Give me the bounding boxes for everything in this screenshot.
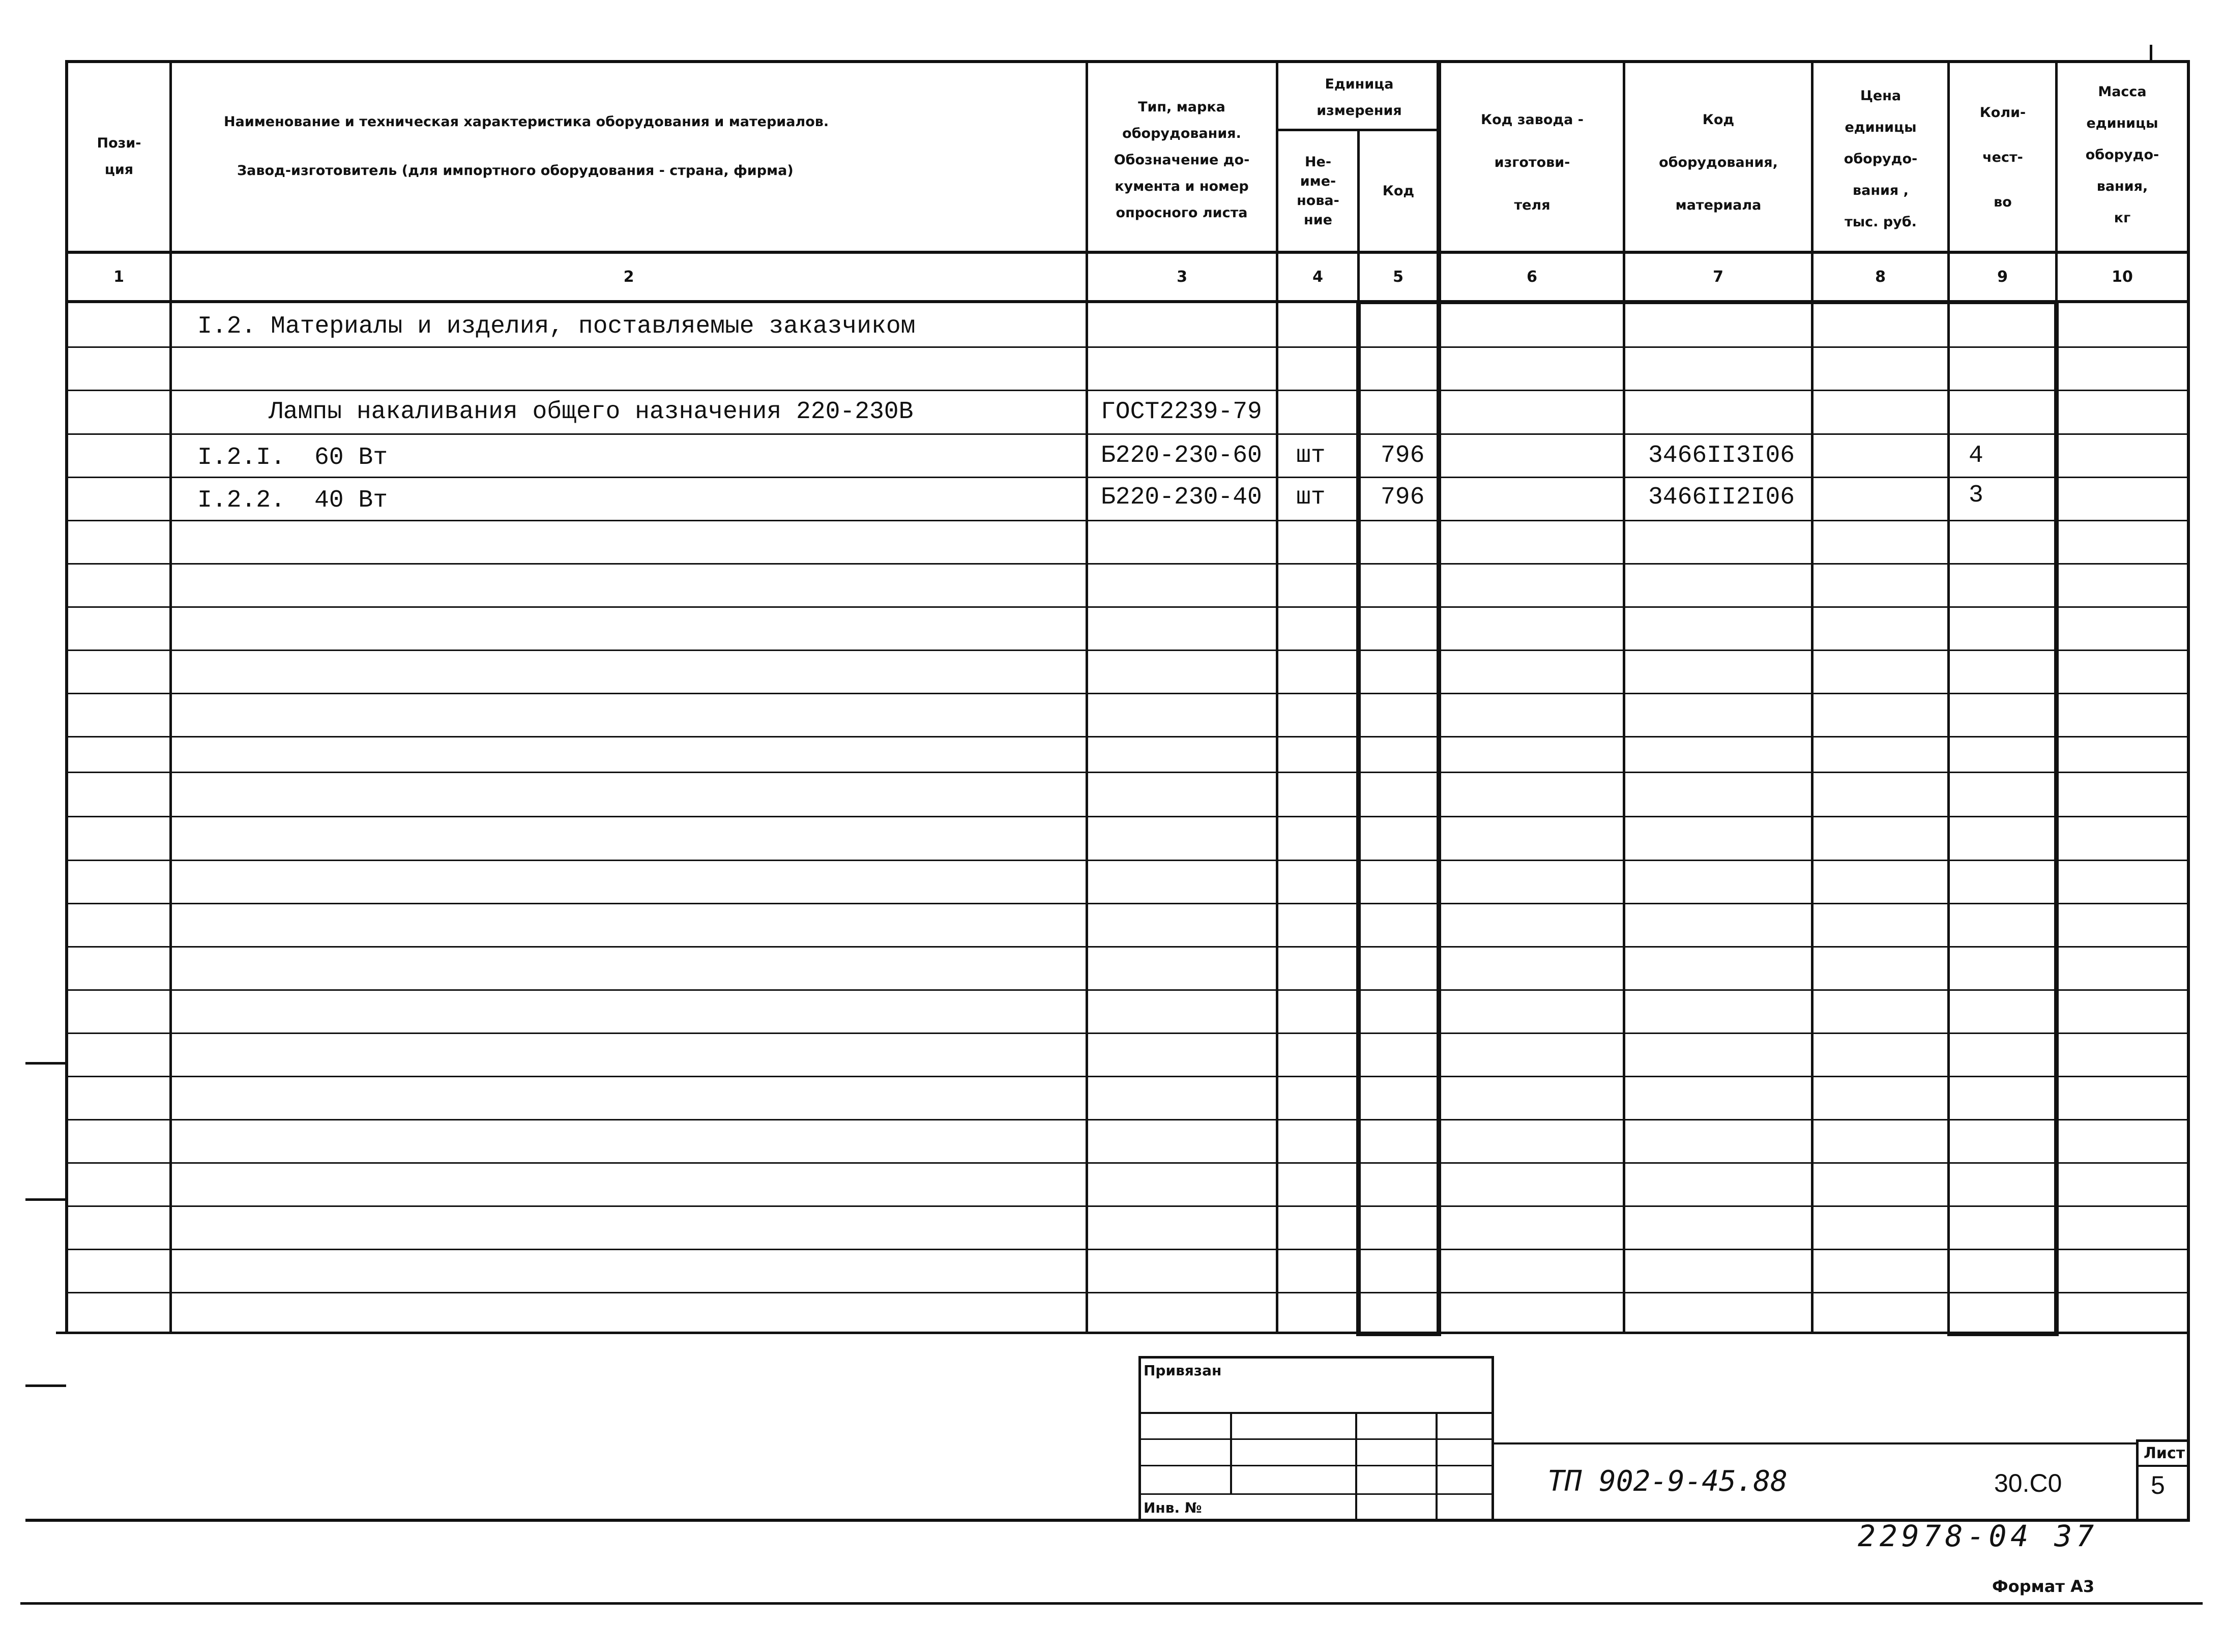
stamp-line-3	[1138, 1465, 1494, 1466]
sheet-label: Лист	[2144, 1444, 2185, 1462]
colnum-7: 7	[1713, 268, 1723, 286]
row-line	[65, 433, 2190, 435]
header-manufacturer-code: Код завода - изготови- теля	[1481, 112, 1584, 213]
sheet-box-mid	[2136, 1465, 2190, 1467]
stamp-line-2	[1138, 1438, 1494, 1440]
bound-label: Привязан	[1144, 1362, 1222, 1379]
row-line	[65, 477, 2190, 478]
section-code: 30.С0	[1994, 1469, 2062, 1497]
row-line	[65, 772, 2190, 773]
item-type: Б220-230-60	[1101, 442, 1262, 469]
doc-block-top	[1494, 1442, 2136, 1444]
group-title: Лампы накаливания общего назначения 220-230В	[269, 398, 914, 426]
item-name: 60 Вт	[314, 444, 388, 471]
row-line	[65, 563, 2190, 565]
stamp-vline-2	[1355, 1412, 1357, 1521]
header-name-line1: Наименование и техническая характеристика оборудования и материалов.	[224, 114, 829, 130]
table-top-border	[65, 60, 2190, 63]
row-line	[65, 650, 2190, 651]
colnum-6: 6	[1527, 268, 1537, 286]
colnum-8: 8	[1875, 268, 1886, 286]
colnum-10: 10	[2112, 268, 2133, 286]
row-line	[65, 520, 2190, 521]
col59-top-rail	[1356, 300, 2059, 304]
colnum-2: 2	[623, 268, 634, 286]
format-label: Формат А3	[1992, 1577, 2095, 1596]
header-name-line2: Завод-изготовитель (для импортного оборудования - страна, фирма)	[237, 163, 794, 179]
sheet-box-top	[2136, 1439, 2190, 1442]
item-unit-code: 796	[1381, 484, 1425, 511]
colnum-3: 3	[1177, 268, 1187, 286]
inv-label: Инв. №	[1144, 1499, 1202, 1516]
item-quantity: 3	[1969, 482, 1983, 509]
corner-tick	[2150, 45, 2152, 60]
colnum-9: 9	[1997, 268, 2008, 286]
handwritten-number: 22978-04 37	[1858, 1519, 2098, 1553]
row-line	[65, 1076, 2190, 1077]
row-line	[65, 1249, 2190, 1250]
item-position: I.2.I.	[197, 444, 285, 471]
row-line	[65, 1205, 2190, 1207]
table-bottom-border	[56, 1332, 2190, 1334]
stamp-line-4	[1138, 1493, 1494, 1495]
item-quantity: 4	[1969, 442, 1983, 469]
row-line	[65, 390, 2190, 391]
header-unit: Единица измерения	[1317, 76, 1402, 119]
row-line	[65, 1119, 2190, 1120]
row-line	[65, 346, 2190, 348]
row-line	[65, 1162, 2190, 1164]
colnum-4: 4	[1312, 268, 1323, 286]
item-material-code: 3466II3I06	[1648, 442, 1795, 469]
row-line	[65, 736, 2190, 738]
stamp-top	[1138, 1356, 1494, 1359]
item-name: 40 Вт	[314, 487, 388, 514]
sheet-box-left	[2136, 1439, 2139, 1521]
colnum-1: 1	[113, 268, 124, 286]
row-line	[65, 989, 2190, 991]
header-type: Тип, марка оборудования. Обозначение до- кумента и номер опросного листа	[1114, 99, 1250, 221]
item-unit: шт	[1296, 484, 1326, 511]
sheet-box-right	[2187, 1332, 2190, 1521]
section-title: I.2. Материалы и изделия, поставляемые заказчиком	[197, 313, 916, 340]
page-bottom-line	[20, 1602, 2203, 1605]
stamp-line-1	[1138, 1412, 1494, 1414]
col-sep-4-bold	[1356, 302, 1361, 1336]
item-type: Б220-230-40	[1101, 484, 1262, 511]
col-sep-9-bold	[2054, 302, 2059, 1336]
binding-mark-1	[25, 1062, 66, 1065]
colnum-5: 5	[1393, 268, 1403, 286]
row-line	[65, 606, 2190, 608]
item-unit: шт	[1296, 442, 1326, 469]
row-line	[65, 1292, 2190, 1293]
group-doc: ГОСТ2239-79	[1101, 398, 1262, 426]
binding-mark-2	[25, 1198, 66, 1201]
row-line	[65, 816, 2190, 817]
row-line	[65, 860, 2190, 861]
header-price: Цена единицы оборудо- вания , тыс. руб.	[1844, 88, 1918, 230]
item-unit-code: 796	[1381, 442, 1425, 469]
item-position: I.2.2.	[197, 487, 285, 514]
header-unit-name: Не- име- нова- ние	[1297, 154, 1339, 228]
stamp-vline-3	[1436, 1412, 1438, 1521]
header-unit-code: Код	[1382, 183, 1415, 199]
row-line	[65, 903, 2190, 904]
header-position: Пози- ция	[97, 135, 141, 178]
doc-code: ТП 902-9-45.88	[1547, 1465, 1788, 1498]
binding-mark-3	[25, 1384, 66, 1387]
row-line	[65, 693, 2190, 694]
header-equipment-code: Код оборудования, материала	[1659, 112, 1778, 213]
unit-subheader-line	[1276, 129, 1440, 131]
row-line	[65, 946, 2190, 948]
sheet-number: 5	[2151, 1471, 2165, 1499]
header-quantity: Коли- чест- во	[1979, 105, 2026, 210]
row-line	[65, 1032, 2190, 1034]
header-mass: Масса единицы оборудо- вания, кг	[2085, 84, 2159, 226]
item-material-code: 3466II2I06	[1648, 484, 1795, 511]
stamp-vline-1	[1230, 1412, 1232, 1493]
